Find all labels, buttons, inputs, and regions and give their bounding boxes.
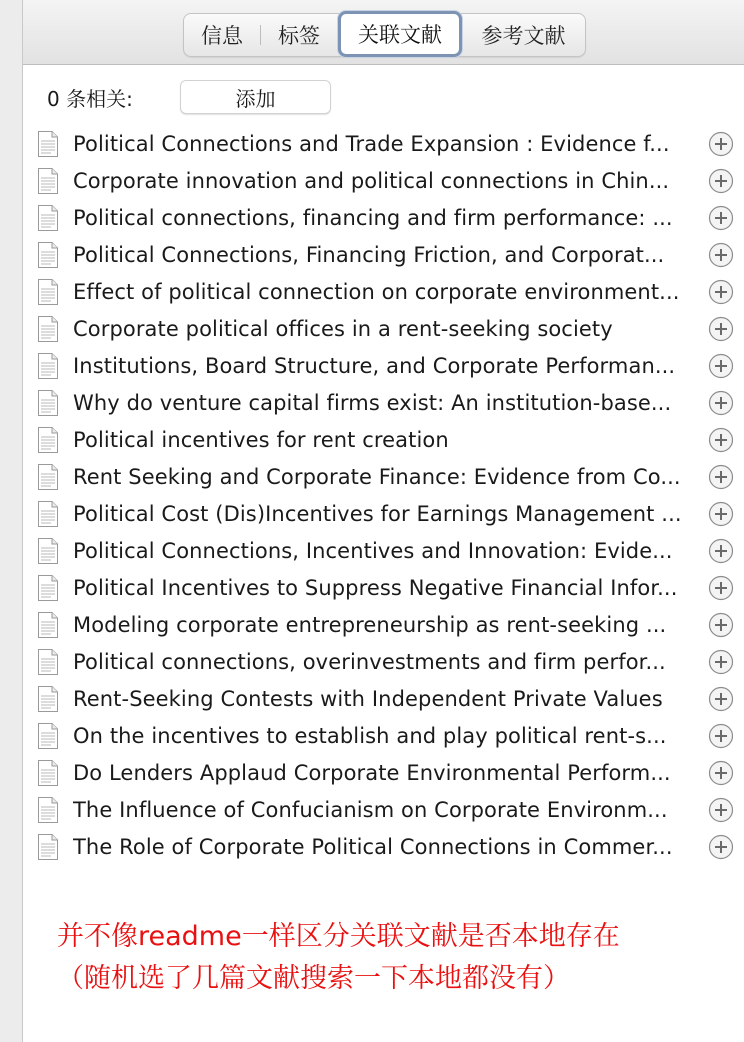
document-icon: [37, 722, 59, 750]
document-title[interactable]: Political connections, financing and firm performance: ...: [73, 205, 673, 230]
document-icon: [37, 352, 59, 380]
plus-circle-icon[interactable]: [708, 797, 734, 823]
tab-segmented-control: [183, 13, 586, 57]
list-item[interactable]: [37, 532, 734, 569]
plus-circle-icon[interactable]: [708, 464, 734, 490]
tab-info[interactable]: 信息: [201, 24, 243, 48]
plus-circle-icon[interactable]: [708, 427, 734, 453]
related-items-pane: [23, 0, 744, 1042]
add-button[interactable]: 添加: [180, 80, 331, 114]
document-icon: [37, 167, 59, 195]
list-item[interactable]: [37, 384, 734, 421]
plus-circle-icon[interactable]: [708, 168, 734, 194]
document-title[interactable]: Rent-Seeking Contests with Independent Private Values: [73, 686, 663, 711]
plus-circle-icon[interactable]: [708, 316, 734, 342]
plus-circle-icon[interactable]: [708, 390, 734, 416]
document-icon: [37, 833, 59, 861]
document-icon: [37, 389, 59, 417]
document-title[interactable]: Rent Seeking and Corporate Finance: Evidence from Co...: [73, 464, 681, 489]
document-title[interactable]: Political Connections, Incentives and Innovation: Evide...: [73, 538, 673, 563]
document-icon: [37, 759, 59, 787]
tab-references[interactable]: 参考文献: [481, 24, 566, 48]
list-item[interactable]: [37, 199, 734, 236]
document-icon: [37, 278, 59, 306]
list-item[interactable]: [37, 236, 734, 273]
list-item[interactable]: [37, 828, 734, 865]
document-title[interactable]: Institutions, Board Structure, and Corporate Performan...: [73, 353, 676, 378]
document-icon: [37, 130, 59, 158]
document-icon: [37, 463, 59, 491]
list-item[interactable]: [37, 717, 734, 754]
document-icon: [37, 574, 59, 602]
document-title[interactable]: On the incentives to establish and play political rent-s...: [73, 723, 667, 748]
document-icon: [37, 537, 59, 565]
document-title[interactable]: Effect of political connection on corporate environment...: [73, 279, 680, 304]
list-item[interactable]: [37, 569, 734, 606]
plus-circle-icon[interactable]: [708, 612, 734, 638]
plus-circle-icon[interactable]: [708, 575, 734, 601]
document-icon: [37, 648, 59, 676]
plus-circle-icon[interactable]: [708, 501, 734, 527]
related-count-label: 0 条相关:: [47, 86, 133, 111]
document-icon: [37, 204, 59, 232]
plus-circle-icon[interactable]: [708, 131, 734, 157]
list-item[interactable]: [37, 273, 734, 310]
list-item[interactable]: [37, 162, 734, 199]
annotation-line-2: （随机选了几篇文献搜索一下本地都没有）: [57, 963, 570, 994]
plus-circle-icon[interactable]: [708, 760, 734, 786]
document-title[interactable]: The Role of Corporate Political Connections in Commer...: [73, 834, 673, 859]
plus-circle-icon[interactable]: [708, 205, 734, 231]
document-title[interactable]: Modeling corporate entrepreneurship as rent-seeking ...: [73, 612, 667, 637]
document-icon: [37, 685, 59, 713]
plus-circle-icon[interactable]: [708, 538, 734, 564]
list-item[interactable]: [37, 310, 734, 347]
left-pane-edge: [0, 0, 23, 1042]
document-title[interactable]: The Influence of Confucianism on Corporate Environm...: [73, 797, 668, 822]
list-item[interactable]: [37, 606, 734, 643]
document-icon: [37, 500, 59, 528]
document-title[interactable]: Why do venture capital firms exist: An institution-base...: [73, 390, 672, 415]
document-title[interactable]: Political incentives for rent creation: [73, 427, 449, 452]
document-title[interactable]: Political connections, overinvestments and firm perfor...: [73, 649, 666, 674]
document-title[interactable]: Do Lenders Applaud Corporate Environmental Perform...: [73, 760, 671, 785]
document-title[interactable]: Political Connections and Trade Expansion : Evidence f...: [73, 131, 670, 156]
document-title[interactable]: Political Cost (Dis)Incentives for Earnings Management ...: [73, 501, 682, 526]
annotation-line-1: 并不像readme一样区分关联文献是否本地存在: [57, 921, 620, 952]
plus-circle-icon[interactable]: [708, 279, 734, 305]
list-item[interactable]: [37, 125, 734, 162]
document-icon: [37, 796, 59, 824]
document-title[interactable]: Political Incentives to Suppress Negative Financial Infor...: [73, 575, 678, 600]
tab-related[interactable]: 关联文献: [338, 11, 462, 57]
plus-circle-icon[interactable]: [708, 242, 734, 268]
list-item[interactable]: [37, 643, 734, 680]
tab-tags[interactable]: 标签: [260, 14, 338, 56]
annotation-note: [57, 916, 737, 1000]
plus-circle-icon[interactable]: [708, 723, 734, 749]
list-item[interactable]: [37, 347, 734, 384]
list-item[interactable]: [37, 495, 734, 532]
document-title[interactable]: Corporate political offices in a rent-seeking society: [73, 316, 613, 341]
document-icon: [37, 611, 59, 639]
tab-toolbar: [23, 0, 744, 65]
document-title[interactable]: Political Connections, Financing Friction, and Corporat...: [73, 242, 665, 267]
plus-circle-icon[interactable]: [708, 353, 734, 379]
list-item[interactable]: [37, 421, 734, 458]
list-item[interactable]: [37, 680, 734, 717]
plus-circle-icon[interactable]: [708, 834, 734, 860]
document-title[interactable]: Corporate innovation and political connections in Chin...: [73, 168, 670, 193]
document-icon: [37, 426, 59, 454]
list-item[interactable]: [37, 791, 734, 828]
plus-circle-icon[interactable]: [708, 686, 734, 712]
plus-circle-icon[interactable]: [708, 649, 734, 675]
list-item[interactable]: [37, 458, 734, 495]
document-icon: [37, 315, 59, 343]
list-item[interactable]: [37, 754, 734, 791]
related-header: [47, 80, 331, 114]
document-icon: [37, 241, 59, 269]
related-document-list: [37, 125, 734, 865]
